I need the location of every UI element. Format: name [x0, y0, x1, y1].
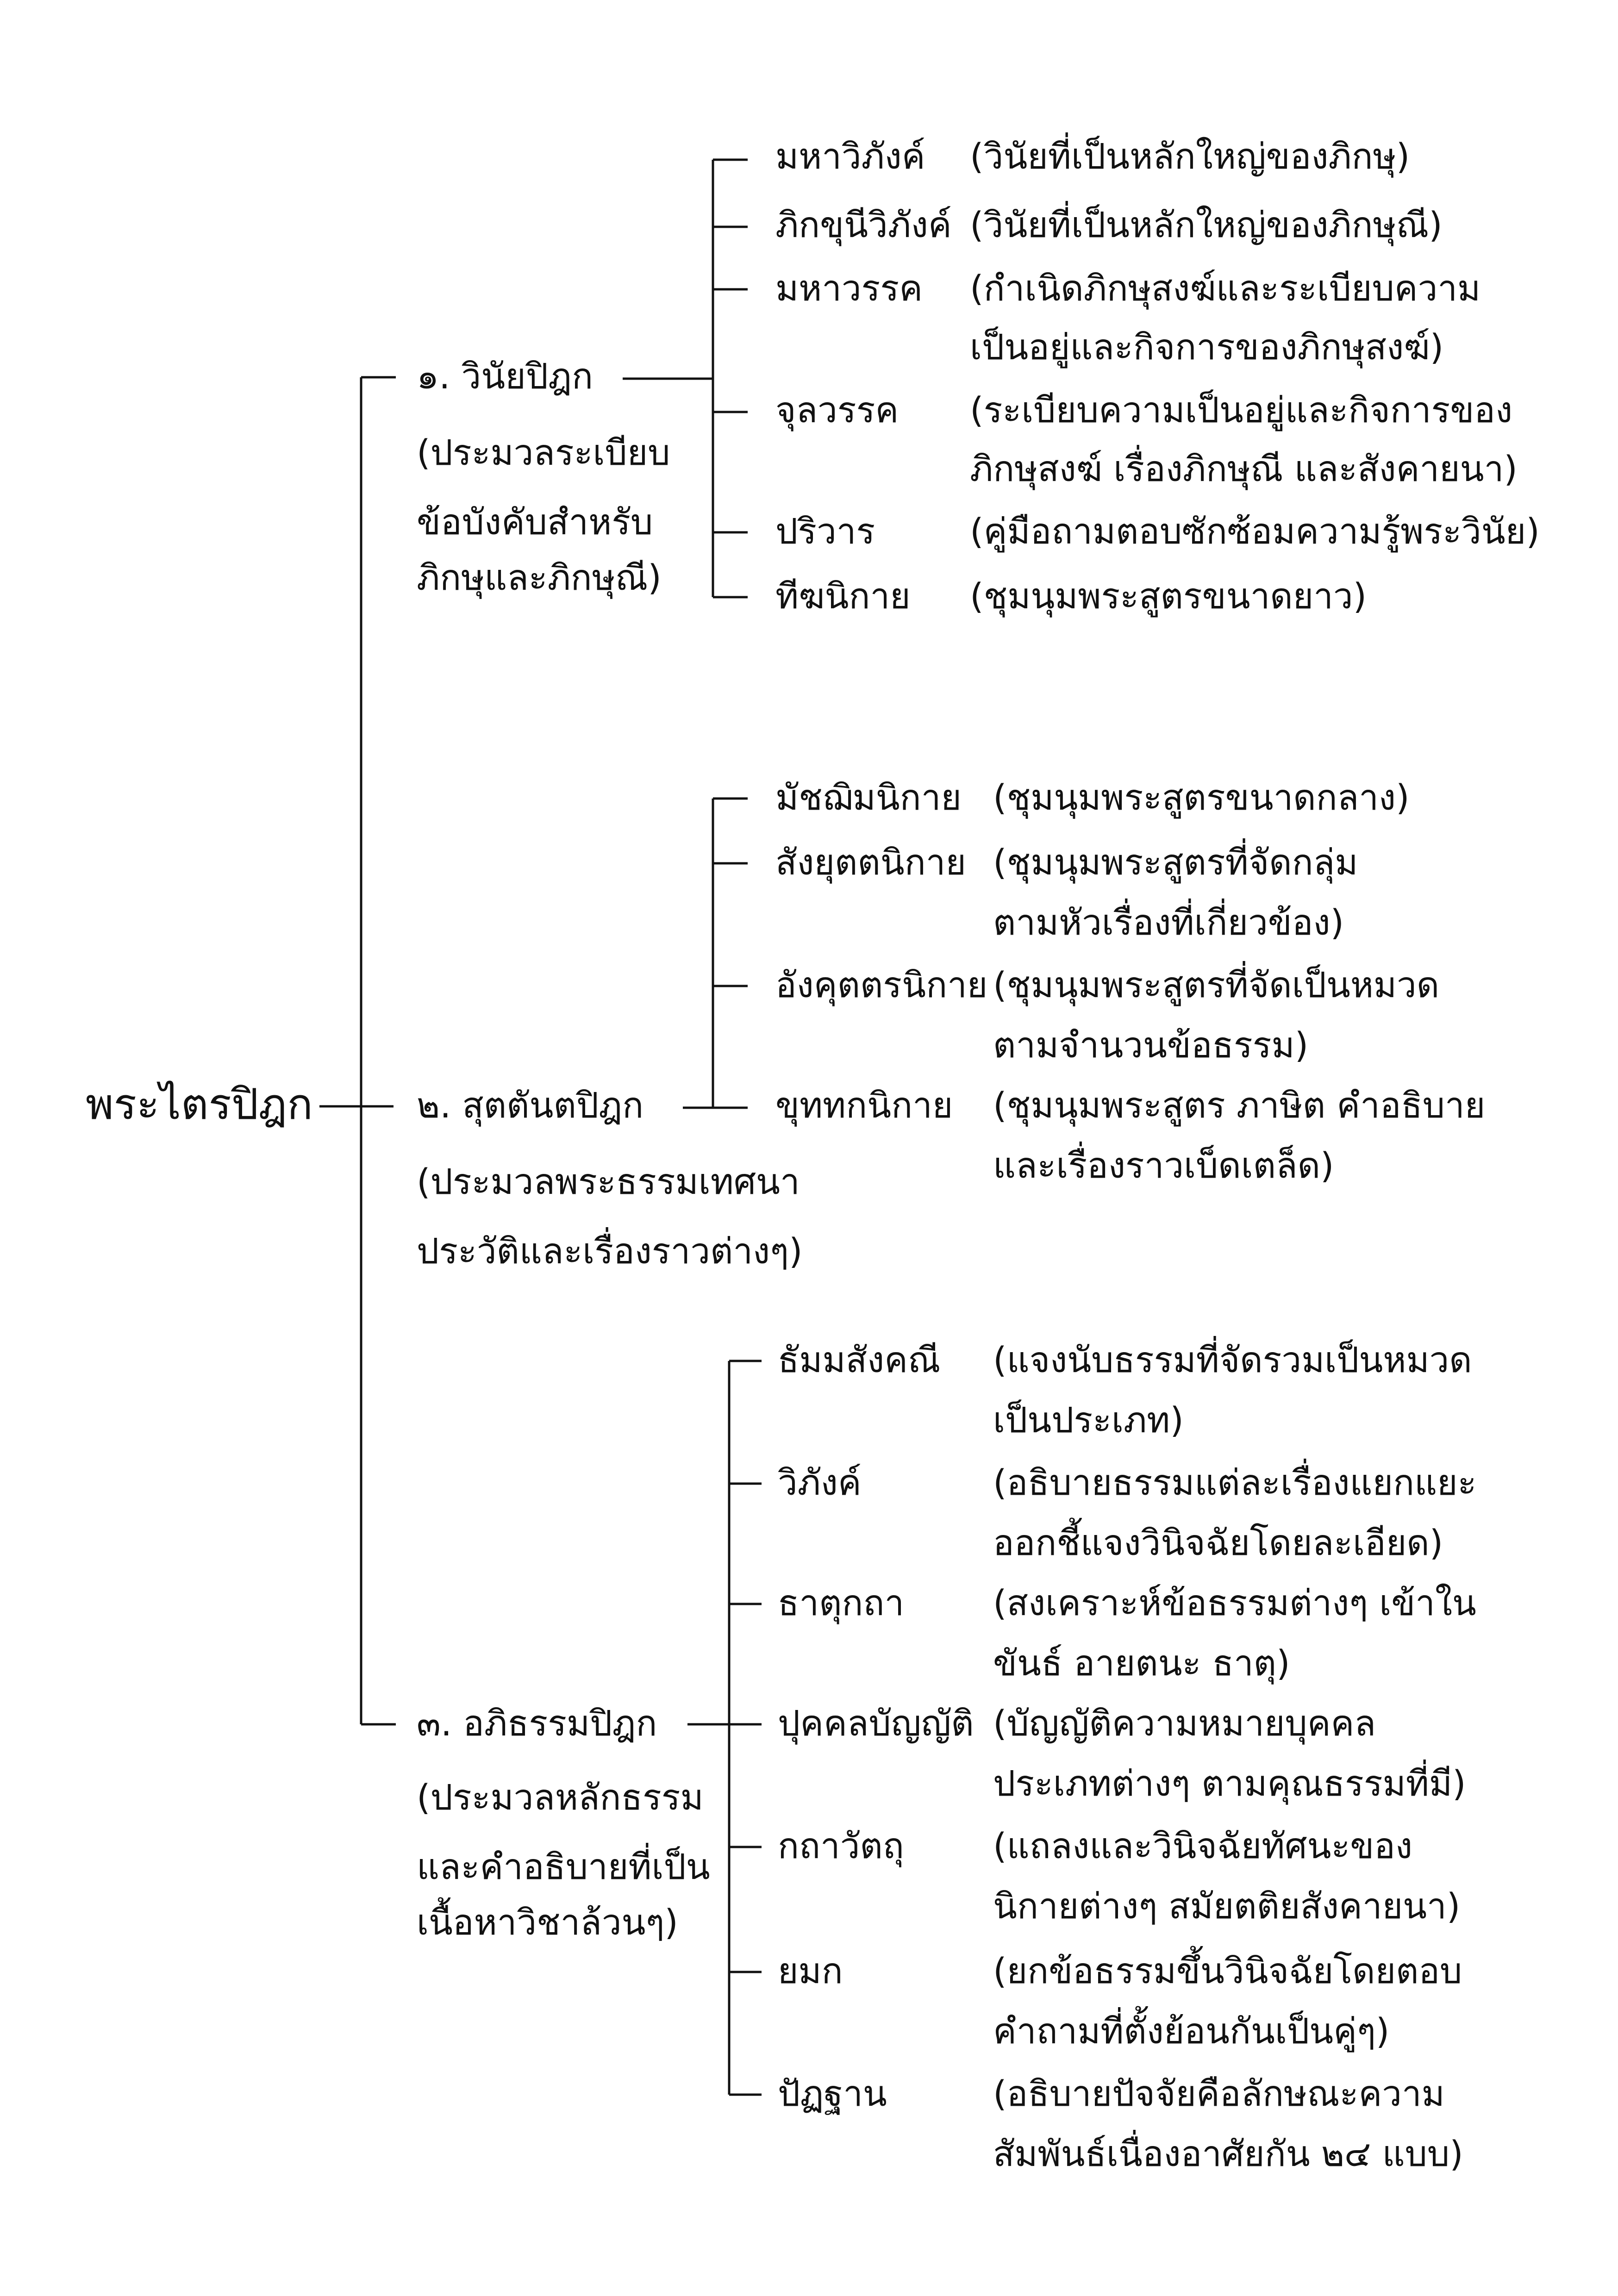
item-desc: (สงเคราะห์ข้อธรรมต่างๆ เข้าใน: [993, 1582, 1476, 1623]
branch-desc-line: (ประมวลหลักธรรม: [417, 1777, 704, 1818]
item-name: ขุททกนิกาย: [775, 1085, 953, 1126]
item-desc: (ชุมนุมพระสูตรที่จัดกลุ่ม: [993, 842, 1358, 883]
item-name: ยมก: [778, 1950, 843, 1991]
item-name: ภิกขุนีวิภังค์: [775, 204, 952, 245]
item-desc: (ชุมนุมพระสูตร ภาษิต คำอธิบาย: [993, 1085, 1486, 1126]
branch-title-suttanta: ๒. สุตตันตปิฎก: [417, 1085, 644, 1126]
branch-desc-line: ข้อบังคับสำหรับ: [417, 501, 653, 543]
item-desc: เป็นประเภท): [993, 1399, 1184, 1441]
item-name: มหาวรรค: [775, 268, 923, 309]
item-desc: ออกชี้แจงวินิจฉัยโดยละเอียด): [993, 1522, 1443, 1563]
branch-desc-line: เนื้อหาวิชาล้วนๆ): [417, 1902, 678, 1943]
item-name: มหาวิภังค์: [775, 136, 925, 177]
root-title: พระไตรปิฎก: [86, 1079, 313, 1129]
item-desc: ภิกษุสงฆ์ เรื่องภิกษุณี และสังคายนา): [970, 448, 1518, 489]
branch-desc-line: (ประมวลพระธรรมเทศนา: [417, 1161, 800, 1202]
item-desc: เป็นอยู่และกิจการของภิกษุสงฆ์): [970, 326, 1444, 368]
item-desc: ประเภทต่างๆ ตามคุณธรรมที่มี): [993, 1763, 1466, 1804]
item-desc: ขันธ์ อายตนะ ธาตุ): [993, 1642, 1290, 1684]
branch-desc-line: (ประมวลระเบียบ: [417, 432, 670, 473]
branch-desc-line: และคำอธิบายที่เป็น: [417, 1846, 710, 1887]
item-name: อังคุตตรนิกาย: [775, 964, 988, 1005]
item-desc: (วินัยที่เป็นหลักใหญ่ของภิกษุ): [970, 136, 1410, 177]
item-desc: (ชุมนุมพระสูตรขนาดยาว): [970, 575, 1367, 617]
item-desc: ตามจำนวนข้อธรรม): [993, 1024, 1309, 1066]
item-desc: (วินัยที่เป็นหลักใหญ่ของภิกษุณี): [970, 204, 1443, 245]
item-desc: (ชุมนุมพระสูตรขนาดกลาง): [993, 777, 1410, 818]
item-name: กถาวัตถุ: [778, 1825, 904, 1866]
item-name: ปริวาร: [775, 511, 875, 552]
item-name: ธัมมสังคณี: [778, 1339, 941, 1380]
item-desc: (บัญญัติความหมายบุคคล: [993, 1703, 1376, 1744]
item-desc: นิกายต่างๆ สมัยตติยสังคายนา): [993, 1885, 1461, 1927]
item-desc: (อธิบายปัจจัยคือลักษณะความ: [993, 2073, 1445, 2114]
item-desc: (อธิบายธรรมแต่ละเรื่องแยกแยะ: [993, 1462, 1477, 1503]
branch-title-abhidhamma: ๓. อภิธรรมปิฎก: [417, 1703, 657, 1744]
item-desc: (แถลงและวินิจฉัยทัศนะของ: [993, 1825, 1412, 1866]
item-desc: (กำเนิดภิกษุสงฆ์และระเบียบความ: [970, 268, 1481, 309]
item-name: ปัฏฐาน: [778, 2073, 887, 2114]
item-desc: (ชุมนุมพระสูตรที่จัดเป็นหมวด: [993, 964, 1440, 1005]
branch-desc-line: ภิกษุและภิกษุณี): [417, 557, 662, 598]
item-desc: ตามหัวเรื่องที่เกี่ยวข้อง): [993, 902, 1344, 943]
item-name: สังยุตตนิกาย: [775, 842, 966, 883]
item-desc: สัมพันธ์เนื่องอาศัยกัน ๒๔ แบบ): [993, 2133, 1463, 2174]
item-name: ทีฆนิกาย: [775, 575, 911, 617]
item-name: ธาตุกถา: [778, 1582, 905, 1623]
branch-desc-line: ประวัติและเรื่องราวต่างๆ): [417, 1230, 803, 1272]
item-desc: คำถามที่ตั้งย้อนกันเป็นคู่ๆ): [993, 2010, 1390, 2052]
item-name: ปุคคลบัญญัติ: [778, 1703, 974, 1744]
item-desc: (คู่มือถามตอบซักซ้อมความรู้พระวินัย): [970, 511, 1540, 552]
item-desc: (ระเบียบความเป็นอยู่และกิจการของ: [970, 389, 1513, 430]
item-desc: และเรื่องราวเบ็ดเตล็ด): [993, 1145, 1334, 1186]
item-name: วิภังค์: [778, 1462, 862, 1503]
item-name: จุลวรรค: [775, 389, 899, 430]
branch-title-vinaya: ๑. วินัยปิฎก: [417, 356, 593, 397]
item-desc: (แจงนับธรรมที่จัดรวมเป็นหมวด: [993, 1339, 1472, 1380]
item-desc: (ยกข้อธรรมขึ้นวินิจฉัยโดยตอบ: [993, 1950, 1462, 1991]
item-name: มัชฌิมนิกาย: [775, 777, 962, 818]
